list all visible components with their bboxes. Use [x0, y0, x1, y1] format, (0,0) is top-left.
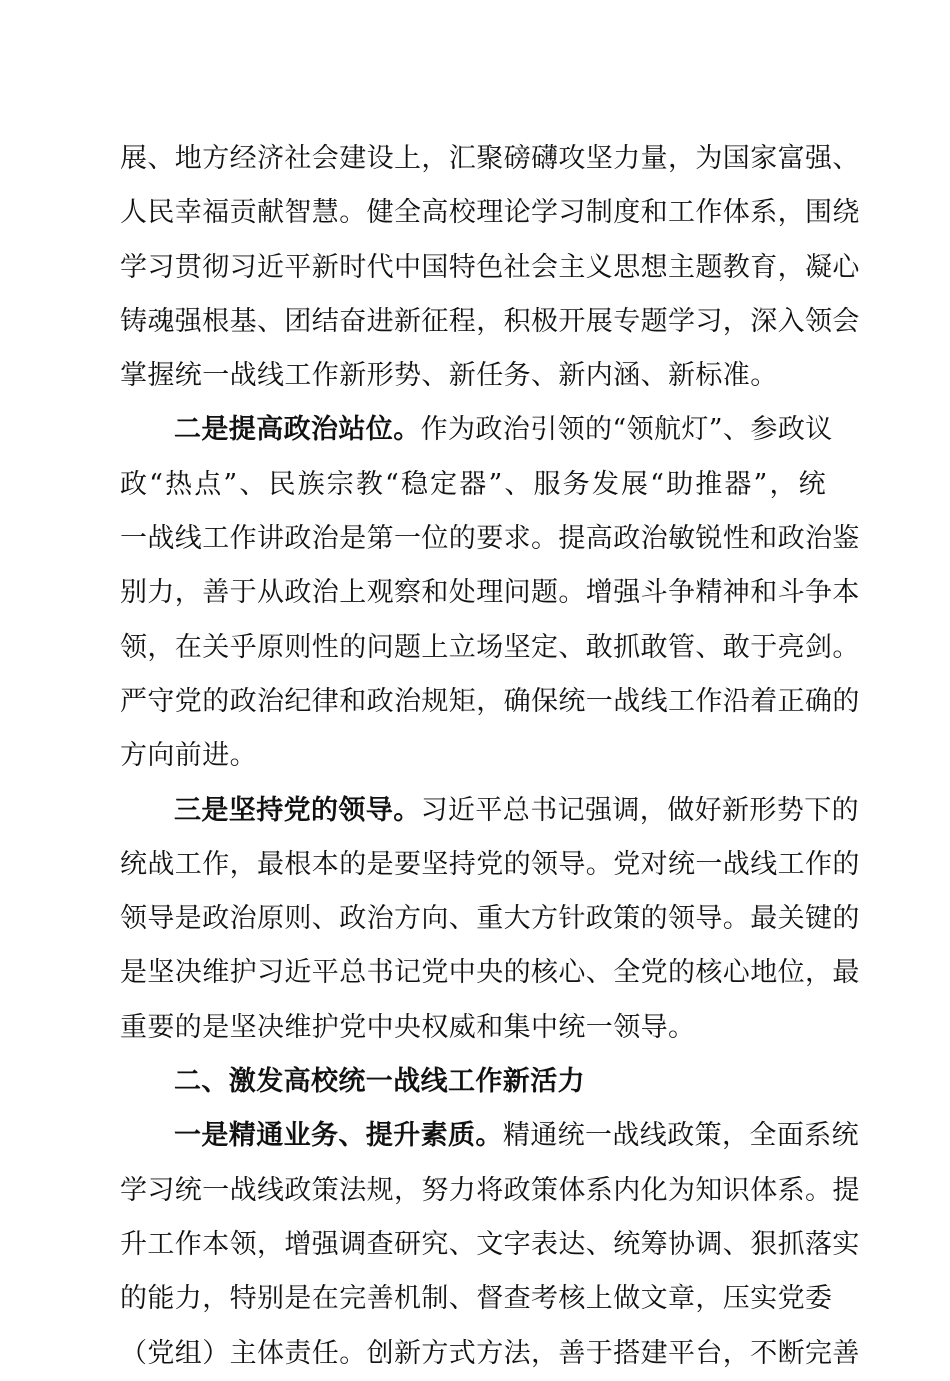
text-line: 别力，善于从政治上观察和处理问题。增强斗争精神和斗争本: [120, 577, 860, 609]
paragraph-continuation: [120, 132, 860, 403]
paragraph-lead-rest: 习近平总书记强调，做好新形势下的: [420, 794, 860, 826]
text-line: 展、地方经济社会建设上，汇聚磅礴攻坚力量，为国家富强、: [120, 143, 860, 174]
section-heading: 二、激发高校统一战线工作新活力: [174, 1066, 585, 1098]
paragraph-lead: 二是提高政治站位。: [174, 414, 421, 446]
paragraph-lead-rest: 作为政治引领的“领航灯”、参政议: [420, 414, 833, 446]
text-line: 统战工作，最根本的是要坚持党的领导。党对统一战线工作的: [120, 848, 860, 880]
document-page: [120, 132, 860, 1381]
text-line: 一战线工作讲政治是第一位的要求。提高政治敏锐性和政治鉴: [120, 523, 860, 555]
paragraph-business-mastery: [120, 1109, 860, 1380]
paragraph-lead: 三是坚持党的领导。: [174, 794, 421, 826]
text-line: 领，在关乎原则性的问题上立场坚定、敢抓敢管、敢于亮剑。: [120, 631, 860, 663]
text-line: 人民幸福贡献智慧。健全高校理论学习制度和工作体系，围绕: [120, 197, 860, 229]
text-line: 领导是政治原则、政治方向、重大方针政策的领导。最关键的: [120, 903, 860, 935]
text-line: （党组）主体责任。创新方式方法，善于搭建平台，不断完善: [120, 1337, 860, 1369]
text-line: 政“热点”、民族宗教“稳定器”、服务发展“助推器”，统: [120, 468, 826, 500]
paragraph-party-leadership: [120, 784, 860, 1055]
text-line-first: [120, 403, 833, 457]
text-line: 方向前进。: [120, 740, 257, 772]
paragraph-lead-rest: 精通统一战线政策，全面系统: [502, 1120, 860, 1152]
text-line: 升工作本领，增强调查研究、文字表达、统筹协调、狠抓落实: [120, 1228, 860, 1260]
text-line-first: [120, 784, 860, 838]
text-line: 学习贯彻习近平新时代中国特色社会主义思想主题教育，凝心: [120, 251, 860, 283]
paragraph-lead: 一是精通业务、提升素质。: [174, 1120, 503, 1152]
text-line: 掌握统一战线工作新形势、新任务、新内涵、新标准。: [120, 360, 778, 392]
text-line: 是坚决维护习近平总书记党中央的核心、全党的核心地位，最: [120, 957, 860, 989]
text-line: 学习统一战线政策法规，努力将政策体系内化为知识体系。提: [120, 1174, 860, 1206]
text-line-first: [120, 1109, 860, 1163]
text-line: 的能力，特别是在完善机制、督查考核上做文章，压实党委: [120, 1283, 833, 1315]
text-line: 重要的是坚决维护党中央权威和集中统一领导。: [120, 1011, 696, 1043]
text-line: 严守党的政治纪律和政治规矩，确保统一战线工作沿着正确的: [120, 685, 860, 717]
paragraph-political-stance: [120, 403, 860, 783]
text-line: 铸魂强根基、团结奋进新征程，积极开展专题学习，深入领会: [120, 305, 860, 337]
